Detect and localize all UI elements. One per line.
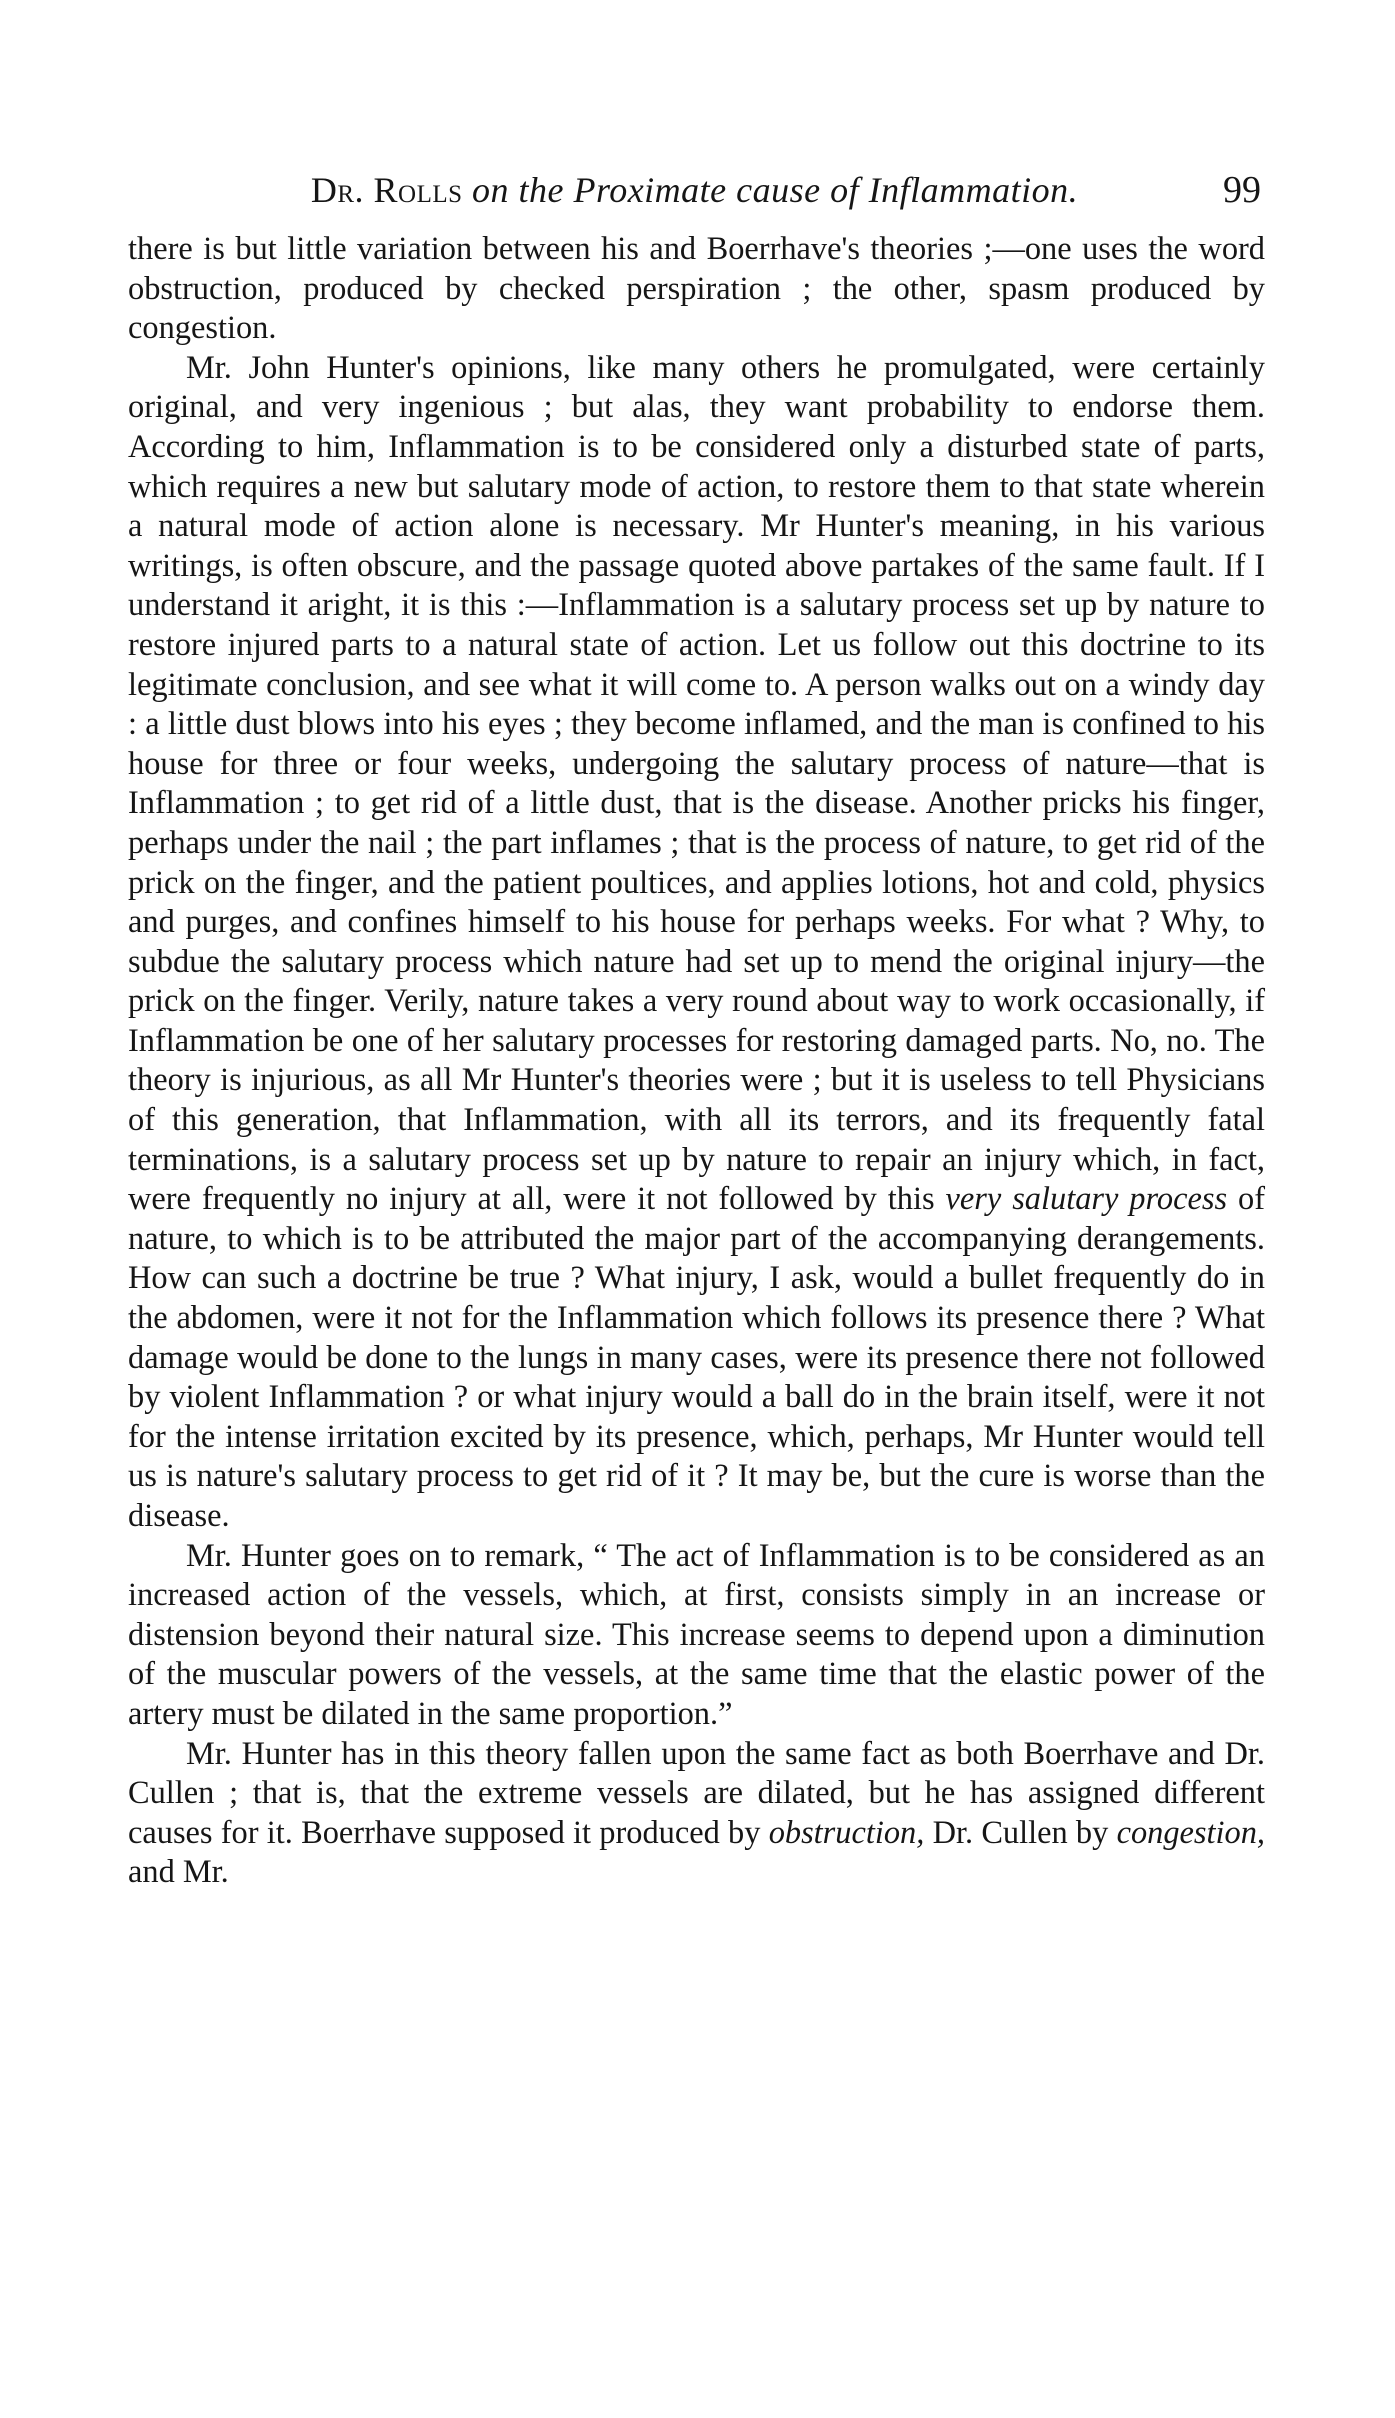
paragraph — [128, 230, 1265, 349]
paragraph — [128, 349, 1265, 1537]
running-header — [128, 168, 1265, 212]
paragraph — [128, 1735, 1265, 1893]
text-run: of nature, to which is to be attributed the major part of the accompanying derangements. How can such a doctrine be true ? What injury, I ask, would a bullet frequently do in the abdomen, were it not for the Inflammation which follows its presence there ? What damage would be done to the lungs in many cases, were its presence there not followed by violent Inflammation ? or what injury would a ball do in the brain itself, were it not for the intense irritation excited by its presence, which, perhaps, Mr Hunter would tell us is nature's salutary process to get rid of it ? It may be, but the cure is worse than the disease. — [128, 1181, 1265, 1534]
article-body — [128, 230, 1265, 1893]
text-run: Mr. Hunter has in this theory fallen upon the same fact as both Boerrhave and Dr. Cullen ; that is, that the extreme vessels are dilated, but he has assigned different causes for it. Boerrhave supposed it produced by — [128, 1735, 1265, 1851]
italic-phrase: very salutary process — [945, 1181, 1228, 1218]
text-run: and Mr. — [128, 1854, 229, 1891]
page-number: 99 — [1223, 169, 1261, 211]
text-run: there is but little variation between his and Boerrhave's theories ;—one uses the word obstruction, produced by checked perspiration ; the other, spasm produced by congestion. — [128, 231, 1265, 347]
paragraph — [128, 1537, 1265, 1735]
text-run: Mr. Hunter goes on to remark, “ The act of Inflammation is to be considered as an increased action of the vessels, which, at first, consists simply in an increase or distension beyond their natural size. This increase seems to depend upon a diminution of the muscular powers of the vessels, at the same time that the elastic power of the artery must be dilated in the same proportion.” — [128, 1537, 1265, 1732]
text-run: Dr. Cullen by — [924, 1814, 1117, 1851]
text-run: Mr. John Hunter's opinions, like many others he promulgated, were certainly original, and very ingenious ; but alas, they want probability to endorse them. According to him, Inflammation is to be considered only a disturbed state of parts, which requires a new but salutary mode of action, to restore them to that state wherein a natural mode of action alone is necessary. Mr Hunter's meaning, in his various writings, is often obscure, and the passage quoted above partakes of the same fault. If I understand it aright, it is this :—Inflammation is a salutary process set up by nature to restore injured parts to a natural state of action. Let us follow out this doctrine to its legitimate conclusion, and see what it will come to. A person walks out on a windy day : a little dust blows into his eyes ; they become inflamed, and the man is confined to his house for three or four weeks, undergoing the salutary process of nature—that is Inflammation ; to get rid of a little dust, that is the disease. Another pricks his finger, perhaps under the nail ; the part inflames ; that is the process of nature, to get rid of the prick on the finger, and the patient poultices, and applies lotions, hot and cold, physics and purges, and confines himself to his house for perhaps weeks. For what ? Why, to subdue the salutary process which nature had set up to mend the original injury—the prick on the finger. Verily, nature takes a very round about way to work occasionally, if Inflammation be one of her salutary processes for restoring damaged parts. No, no. The theory is injurious, as all Mr Hunter's theories were ; but it is useless to tell Physicians of this generation, that Inflammation, with all its terrors, and its frequently fatal terminations, is a salutary process set up by nature to repair an injury which, in fact, were frequently no injury at all, were it not followed by this — [128, 349, 1265, 1218]
header-author: Dr. Rolls — [310, 170, 463, 210]
header-title: the Proximate cause of Inflammation. — [518, 170, 1079, 210]
running-title — [128, 169, 1191, 211]
italic-phrase: obstruction, — [768, 1814, 925, 1851]
header-connector: on — [472, 170, 510, 210]
italic-phrase: congestion, — [1116, 1814, 1266, 1851]
